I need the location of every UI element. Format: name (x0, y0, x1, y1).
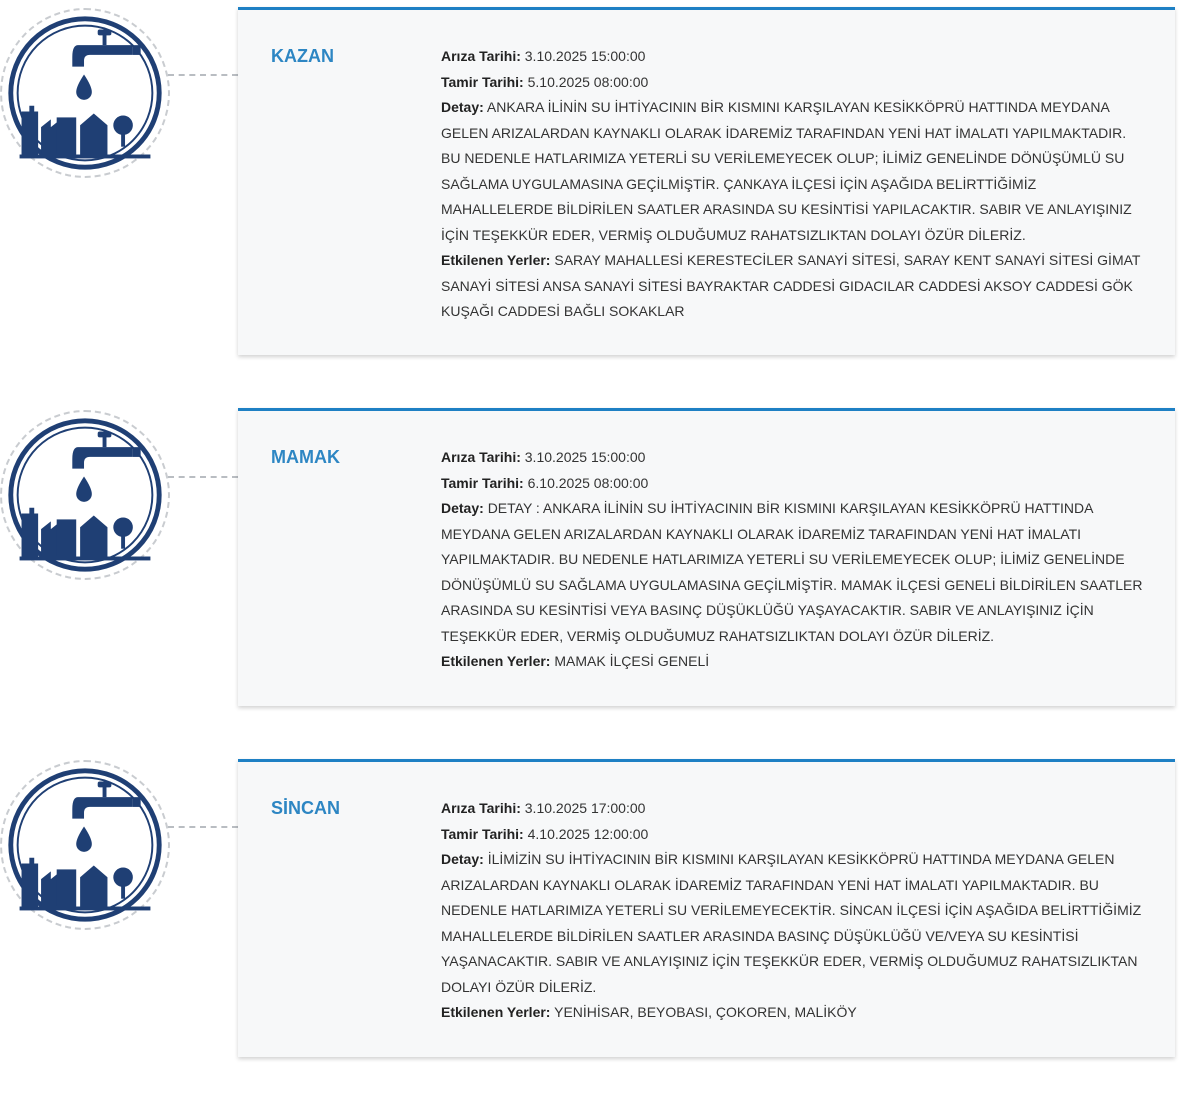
ariza-tarihi: 3.10.2025 15:00:00 (524, 48, 646, 64)
detay-label: Detay: (441, 851, 484, 867)
outage-card-sincan (238, 759, 1175, 1057)
etkilenen-label: Etkilenen Yerler: (441, 1004, 551, 1020)
connector-line (168, 476, 238, 480)
water-faucet-city-icon (0, 410, 170, 580)
tamir-tarihi: 5.10.2025 08:00:00 (527, 73, 649, 90)
ariza-label: Arıza Tarihi: (441, 449, 521, 465)
outage-details (441, 445, 1146, 675)
tamir-label: Tamir Tarihi: (441, 474, 524, 491)
ariza-tarihi: 3.10.2025 15:00:00 (524, 449, 646, 465)
tamir-tarihi: 6.10.2025 08:00:00 (527, 474, 649, 491)
ariza-label: Arıza Tarihi: (441, 48, 521, 64)
ariza-tarihi: 3.10.2025 17:00:00 (524, 800, 646, 816)
tamir-label: Tamir Tarihi: (441, 73, 524, 90)
detay-text: İLİMİZİN SU İHTİYACININ BİR KISMINI KARŞILAYAN KESİKKÖPRÜ HATTINDA MEYDANA GELEN ARIZALARDAN KAYNAKLI OLARAK İDAREMİZ TARAFINDAN YENİ HAT İMALATI YAPILMAKTADIR. BU NEDENLE HATLARIMIZA YETERLİ SU VERİLEMEYECEKTİR. SİNCAN İLÇESİ İÇİN AŞAĞIDA BELİRTTİĞİMİZ MAHALLELERDE BİLDİRİLEN SAATLER ARASINDA BASINÇ DÜŞÜKLÜĞÜ VE/VEYA SU KESİNTİSİ YAŞANACAKTIR. SABIR VE ANLAYIŞINIZ İÇİN TEŞEKKÜR EDER, VERMİŞ OLDUĞUMUZ RAHATSIZLIKTAN DOLAYI ÖZÜR DİLERİZ. (441, 851, 1142, 995)
etkilenen-label: Etkilenen Yerler: (441, 653, 551, 669)
etkilenen-yerler: YENİHİSAR, BEYOBASI, ÇOKOREN, MALİKÖY (554, 1004, 857, 1020)
etkilenen-yerler: SARAY MAHALLESİ KERESTECİLER SANAYİ SİTESİ, SARAY KENT SANAYİ SİTESİ GİMAT SANAYİ SİTESİ ANSA SANAYİ SİTESİ BAYRAKTAR CADDESİ GIDACILAR CADDESİ AKSOY CADDESİ GÖK KUŞAĞI CADDESİ BAĞLI SOKAKLAR (441, 252, 1141, 319)
district-name: MAMAK (271, 447, 340, 467)
etkilenen-label: Etkilenen Yerler: (441, 252, 551, 268)
water-faucet-city-icon (0, 760, 170, 930)
connector-line (168, 826, 238, 830)
detay-text: ANKARA İLİNİN SU İHTİYACININ BİR KISMINI KARŞILAYAN KESİKKÖPRÜ HATTINDA MEYDANA GELEN ARIZALARDAN KAYNAKLI OLARAK İDAREMİZ TARAFINDAN YENİ HAT İMALATI YAPILMAKTADIR. BU NEDENLE HATLARIMIZA YETERLİ SU VERİLEMEYECEK OLUP; İLİMİZ GENELİNDE DÖNÜŞÜMLÜ SU SAĞLAMA UYGULAMASINA GEÇİLMİŞTİR. ÇANKAYA İLÇESİ İÇİN AŞAĞIDA BELİRTTİĞİMİZ MAHALLELERDE BİLDİRİLEN SAATLER ARASINDA SU KESİNTİSİ YAPILACAKTIR. SABIR VE ANLAYIŞINIZ İÇİN TEŞEKKÜR EDER, VERMİŞ OLDUĞUMUZ RAHATSIZLIKTAN DOLAYI ÖZÜR DİLERİZ. (441, 99, 1132, 243)
detay-text: DETAY : ANKARA İLİNİN SU İHTİYACININ BİR KISMINI KARŞILAYAN KESİKKÖPRÜ HATTINDA MEYDANA GELEN ARIZALARDAN KAYNAKLI OLARAK İDAREMİZ TARAFINDAN YENİ HAT İMALATI YAPILMAKTADIR. BU NEDENLE HATLARIMIZA YETERLİ SU VERİLEMEYECEK OLUP; İLİMİZ GENELİNDE DÖNÜŞÜMLÜ SU SAĞLAMA UYGULAMASINA GEÇİLMİŞTİR. MAMAK İLÇESİ GENELİ BİLDİRİLEN SAATLER ARASINDA SU KESİNTİSİ VEYA BASINÇ DÜŞÜKLÜĞÜ YAŞAYACAKTIR. SABIR VE ANLAYIŞINIZ İÇİN TEŞEKKÜR EDER, VERMİŞ OLDUĞUMUZ RAHATSIZLIKTAN DOLAYI ÖZÜR DİLERİZ. (441, 500, 1143, 644)
connector-line (168, 74, 238, 78)
outage-details (441, 796, 1146, 1026)
water-faucet-city-icon (0, 8, 170, 178)
outage-details (441, 44, 1146, 325)
detay-label: Detay: (441, 99, 484, 115)
tamir-label: Tamir Tarihi: (441, 825, 524, 842)
outage-card-mamak (238, 408, 1175, 706)
outage-card-kazan (238, 7, 1175, 355)
detay-label: Detay: (441, 500, 484, 516)
district-name: SİNCAN (271, 798, 341, 818)
tamir-tarihi: 4.10.2025 12:00:00 (527, 825, 649, 842)
district-name: KAZAN (271, 46, 334, 66)
ariza-label: Arıza Tarihi: (441, 800, 521, 816)
etkilenen-yerler: MAMAK İLÇESİ GENELİ (554, 653, 710, 669)
